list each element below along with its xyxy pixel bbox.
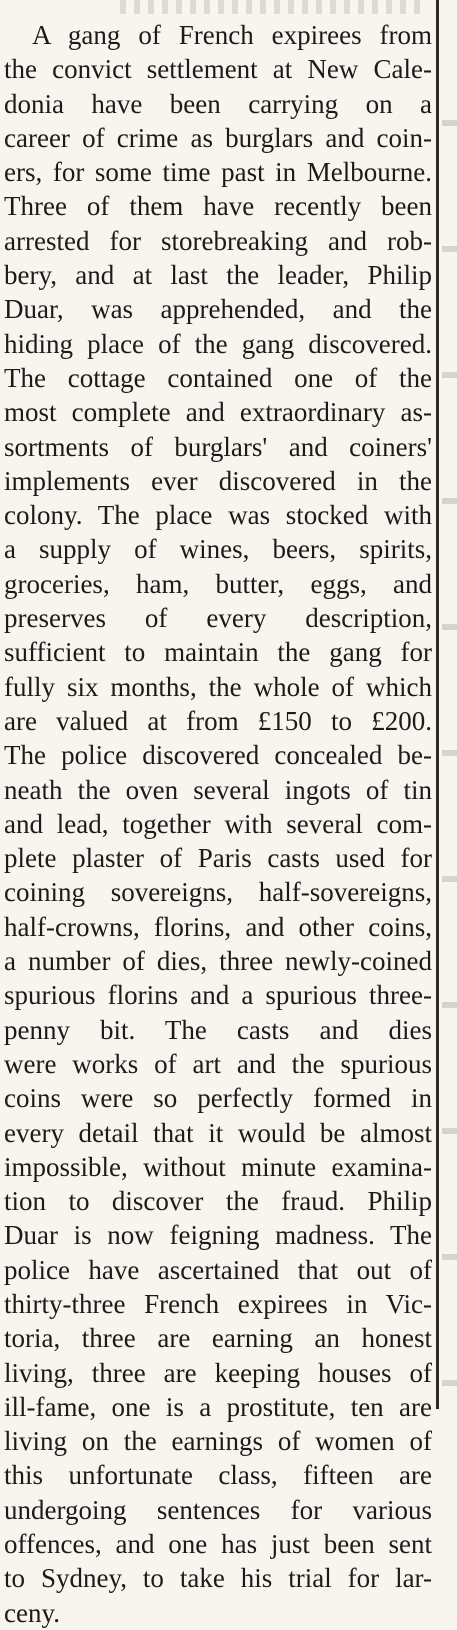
column-rule bbox=[436, 0, 439, 1409]
article-line: fully six months, the whole of which bbox=[4, 671, 432, 702]
article-line: penny bit. The casts and dies bbox=[4, 1014, 432, 1045]
article-line: career of crime as burglars and coin- bbox=[4, 122, 432, 153]
article-line: bery, and at last the leader, Philip bbox=[4, 260, 432, 291]
article-line: this unfortunate class, fifteen are bbox=[4, 1460, 432, 1491]
article-line: most complete and extraordinary as- bbox=[4, 397, 432, 428]
article-line: living on the earnings of women of bbox=[4, 1426, 432, 1457]
article-line: ers, for some time past in Melbourne. bbox=[4, 157, 432, 188]
article-line: and lead, together with several com- bbox=[4, 808, 432, 839]
article-line: The police discovered concealed be- bbox=[4, 740, 432, 771]
margin-bleed-through bbox=[442, 0, 457, 1409]
article-line: to Sydney, to take his trial for lar- bbox=[4, 1563, 432, 1594]
article-line: groceries, ham, butter, eggs, and bbox=[4, 568, 432, 599]
article-line: Duar is now feigning madness. The bbox=[4, 1220, 432, 1251]
article-line: implements ever discovered in the bbox=[4, 465, 432, 496]
article-line: the convict settlement at New Cale- bbox=[4, 54, 432, 85]
article-line: every detail that it would be almost bbox=[4, 1117, 432, 1148]
article-line: undergoing sentences for various bbox=[4, 1494, 432, 1525]
article-line: neath the oven several ingots of tin bbox=[4, 774, 432, 805]
article-column bbox=[4, 18, 432, 1630]
article-line: sortments of burglars' and coiners' bbox=[4, 431, 432, 462]
article-line: The cottage contained one of the bbox=[4, 362, 432, 393]
article-line: hiding place of the gang discovered. bbox=[4, 328, 432, 359]
article-line: colony. The place was stocked with bbox=[4, 500, 432, 531]
article-line: sufficient to maintain the gang for bbox=[4, 637, 432, 668]
article-line: police have ascertained that out of bbox=[4, 1254, 432, 1285]
article-line: a number of dies, three newly-coined bbox=[4, 946, 432, 977]
article-line: A gang of French expirees from bbox=[32, 20, 432, 50]
article-line: toria, three are earning an honest bbox=[4, 1323, 432, 1354]
article-line: are valued at from £150 to £200. bbox=[4, 705, 432, 736]
article-line: ill-fame, one is a prostitute, ten are bbox=[4, 1391, 432, 1422]
article-line: tion to discover the fraud. Philip bbox=[4, 1186, 432, 1217]
article-line: spurious florins and a spurious three- bbox=[4, 980, 432, 1011]
article-line: thirty-three French expirees in Vic- bbox=[4, 1288, 432, 1319]
article-line: living, three are keeping houses of bbox=[4, 1357, 432, 1388]
article-line: offences, and one has just been sent bbox=[4, 1529, 432, 1560]
article-line: arrested for storebreaking and rob- bbox=[4, 225, 432, 256]
top-bleed-through bbox=[120, 0, 420, 14]
article-line: Duar, was apprehended, and the bbox=[4, 294, 432, 325]
article-line: impossible, without minute examina- bbox=[4, 1151, 432, 1182]
article-line: preserves of every description, bbox=[4, 603, 432, 634]
article-line: half-crowns, florins, and other coins, bbox=[4, 911, 432, 942]
article-line: were works of art and the spurious bbox=[4, 1048, 432, 1079]
article-line: plete plaster of Paris casts used for bbox=[4, 843, 432, 874]
article-line: coining sovereigns, half-sovereigns, bbox=[4, 877, 432, 908]
article-line: Three of them have recently been bbox=[4, 191, 432, 222]
article-line: donia have been carrying on a bbox=[4, 88, 432, 119]
article-line: ceny. bbox=[4, 1597, 60, 1628]
article-line: coins were so perfectly formed in bbox=[4, 1083, 432, 1114]
article-line: a supply of wines, beers, spirits, bbox=[4, 534, 432, 565]
